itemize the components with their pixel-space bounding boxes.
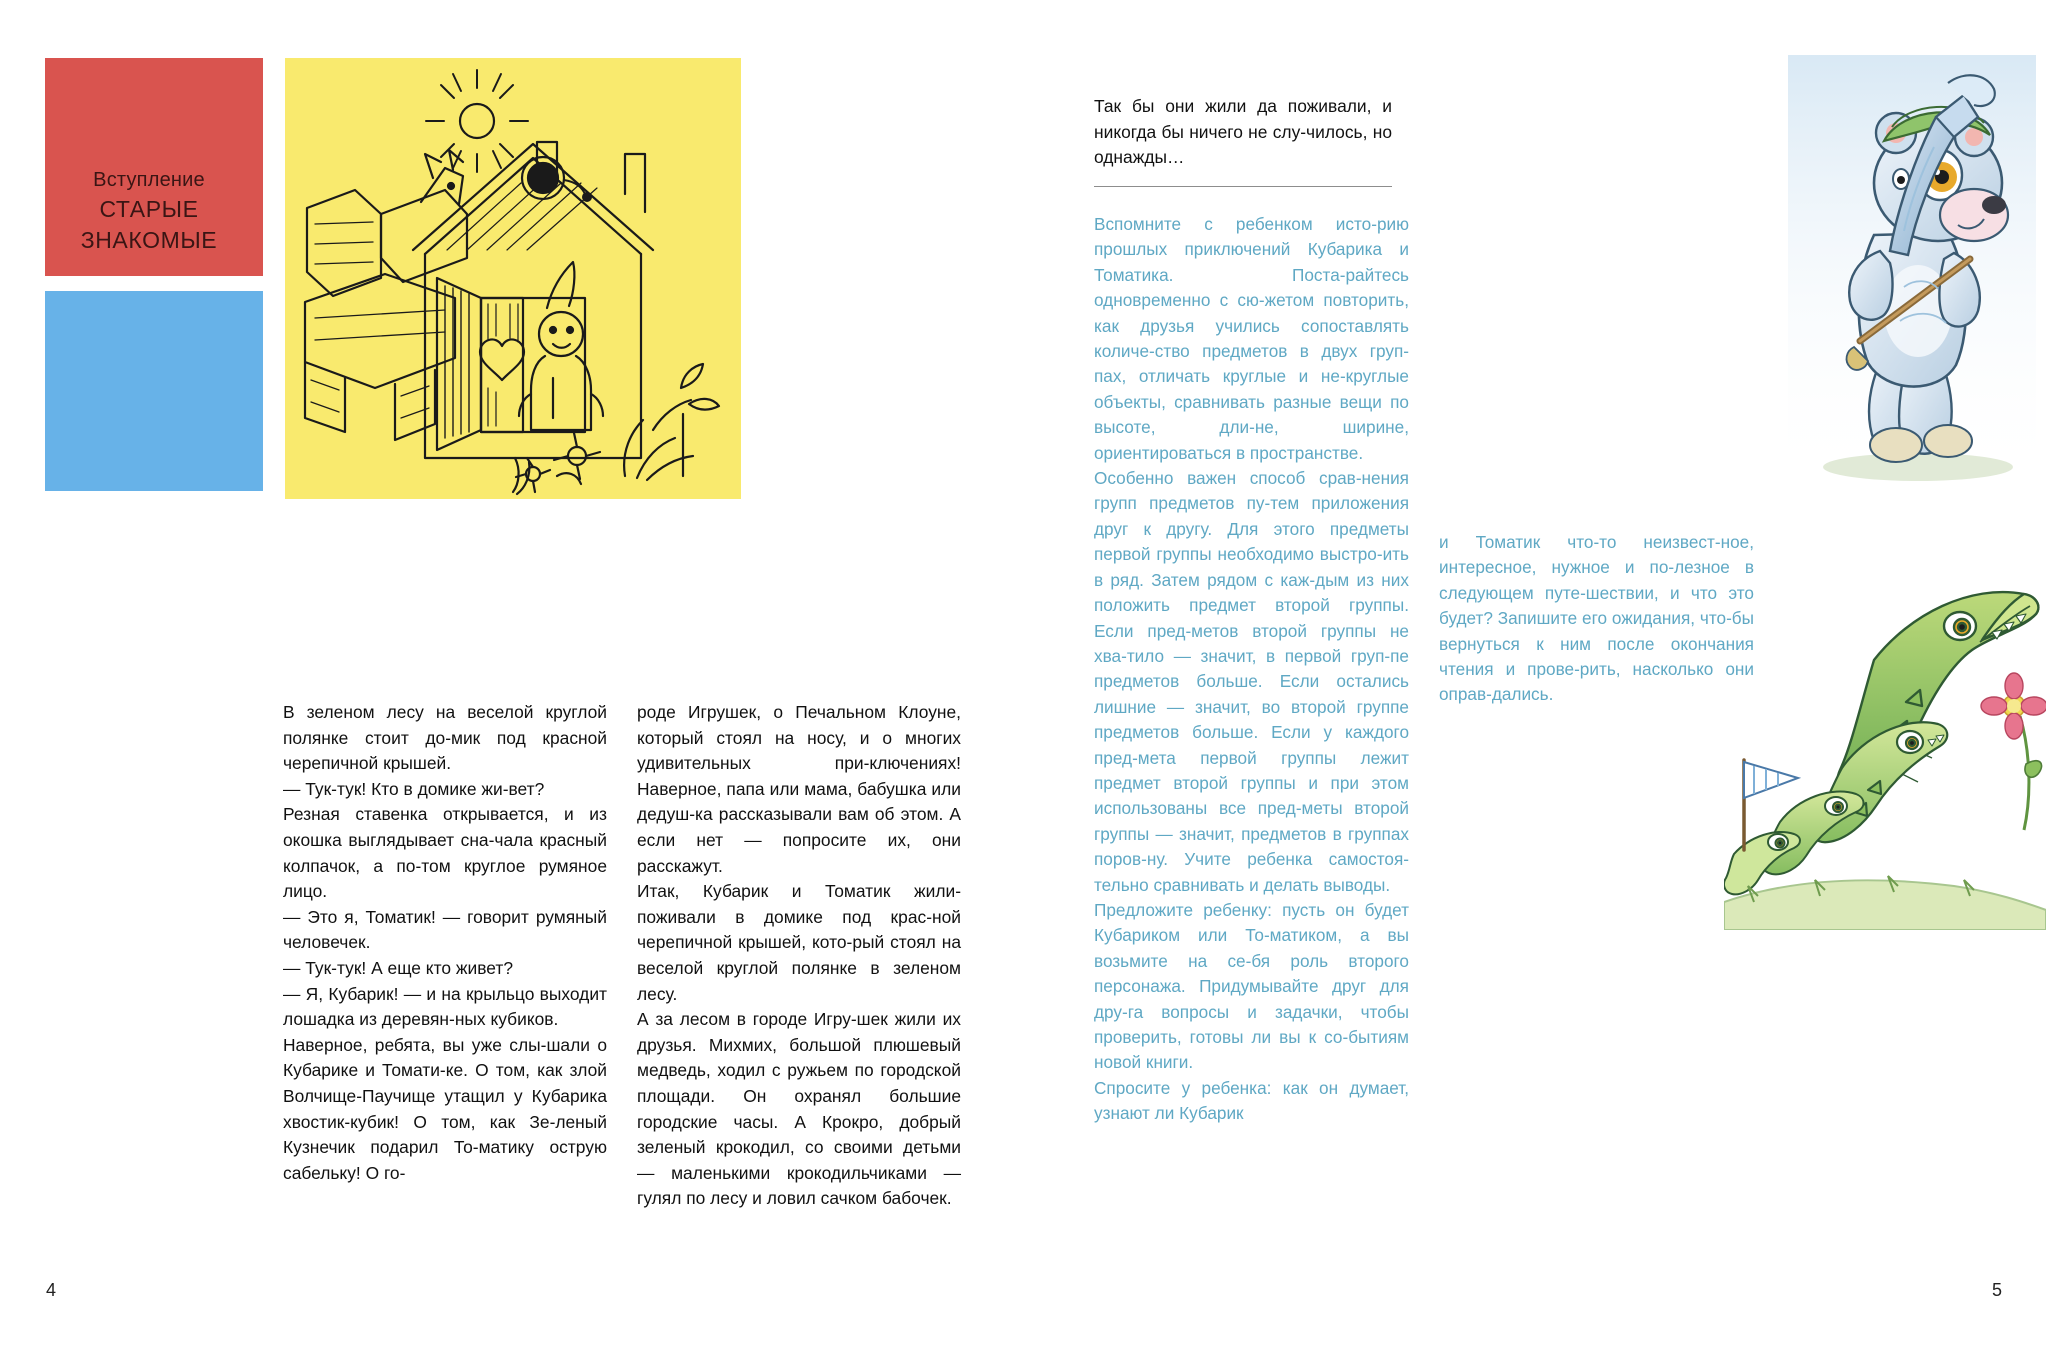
intro-paragraph: Так бы они жили да поживали, и никогда бы ничего не слу-чилось, но однажды… xyxy=(1094,96,1392,168)
blue-column-2 xyxy=(1439,212,1754,1127)
section-kicker: Вступление xyxy=(93,168,205,191)
paragraph: — Это я, Томатик! — говорит румяный человечек. xyxy=(283,906,607,953)
bear-with-trumpet-illustration xyxy=(1788,55,2036,485)
paragraph: Вспомните с ребенком исто-рию прошлых приключений Кубарика и Томатика. Поста-райтесь одновременно с сю-жетом повторить, как друзья учились сопоставлять количе-ство предметов в двух груп-пах, отличать круглые и не-круглые объекты, сравнивать разные вещи по высоте, дли-не, ширине, ориентироваться в пространстве. xyxy=(1094,214,1409,463)
right-page xyxy=(1024,0,2048,1346)
section-divider xyxy=(1094,186,1392,187)
left-column-1 xyxy=(283,700,607,1212)
section-title-line-2: ЗНАКОМЫЕ xyxy=(80,226,218,253)
section-title-line-1: СТАРЫЕ xyxy=(99,195,199,222)
paragraph: Итак, Кубарик и Томатик жили-поживали в домике под крас-ной черепичной крышей, кото-рый стоял на веселой круглой полянке в зеленом лесу. xyxy=(637,881,961,1004)
page-number-right: 5 xyxy=(1991,1280,2002,1300)
paragraph: — Тук-тук! А еще кто живет? xyxy=(283,957,514,978)
section-tag-red-block xyxy=(45,58,263,276)
paragraph: — Я, Кубарик! — и на крыльцо выходит лошадка из деревян-ных кубиков. xyxy=(283,983,607,1030)
paragraph: Резная ставенка открывается, и из окошка выглядывает сна-чала красный колпачок, а по-том круглое румяное лицо. xyxy=(283,804,607,902)
paragraph: Наверное, ребята, вы уже слы-шали о Кубарике и Томати-ке. О том, как злой Волчище-Паучище утащил у Кубарика хвостик-кубик! О том, как Зе-леный Кузнечик подарил То-матику острую сабельку! О го- xyxy=(283,1034,607,1183)
decorative-blue-block xyxy=(45,291,263,491)
page-number-left: 4 xyxy=(46,1280,57,1300)
paragraph: А за лесом в городе Игру-шек жили их друзья. Михмих, большой плюшевый медведь, ходил с ружьем по городской площади. Он охранял большие городские часы. А Крокро, добрый зеленый крокодил, со своими детьми — маленькими крокодильчиками — гулял по лесу и ловил сачком бабочек. xyxy=(637,1009,961,1209)
left-column-2 xyxy=(637,700,961,1212)
paragraph: роде Игрушек, о Печальном Клоуне, который стоял на носу, и о многих удивительных при-ключениях! Наверное, папа или мама, бабушка или дедуш-ка рассказывали вам об этом. А если нет — попросите их, они расскажут. xyxy=(637,702,961,876)
parent-notes-columns xyxy=(1094,212,1754,1127)
paragraph: Особенно важен способ срав-нения групп предметов пу-тем приложения друг к другу. Для этого предметы первой группы необходимо выстро-ить в ряд. Затем рядом с каж-дым из них положить предмет второй группы. Если пред-метов второй группы не хва-тило — значит, в первой груп-пе предметов больше. Если остались лишние — значит, во второй группе предметов больше. Если у каждого пред-мета первой группы лежит предмет второй группы и при этом использованы все пред-меты второй группы — значит, предметов в группах поров-ну. Учите ребенка самостоя-тельно сравнивать и делать выводы. xyxy=(1094,468,1409,895)
paragraph: и Томатик что-то неизвест-ное, интересное, нужное и по-лезное в следующем путе-шествии, и что это будет? Запишите его ожидания, что-бы вернуться к ним после окончания чтения и прове-рить, насколько они оправ-дались. xyxy=(1439,532,1754,705)
paragraph: — Тук-тук! Кто в домике жи-вет? xyxy=(283,778,545,799)
section-tag-label xyxy=(45,167,253,256)
crocodile-family-illustration xyxy=(1724,510,2046,930)
blue-column-1 xyxy=(1094,212,1409,1127)
house-illustration xyxy=(285,58,741,499)
left-page-text-columns xyxy=(283,700,961,1212)
paragraph: Спросите у ребенка: как он думает, узнают ли Кубарик xyxy=(1094,1077,1409,1124)
paragraph: В зеленом лесу на веселой круглой полянке стоит до-мик под красной черепичной крышей. xyxy=(283,702,607,774)
paragraph: Предложите ребенку: пусть он будет Кубариком или То-матиком, а вы возьмите на се-бя роль второго персонажа. Придумывайте друг для дру-га вопросы и задачки, чтобы проверить, готовы ли вы к со-бытиям новой книги. xyxy=(1094,899,1409,1073)
